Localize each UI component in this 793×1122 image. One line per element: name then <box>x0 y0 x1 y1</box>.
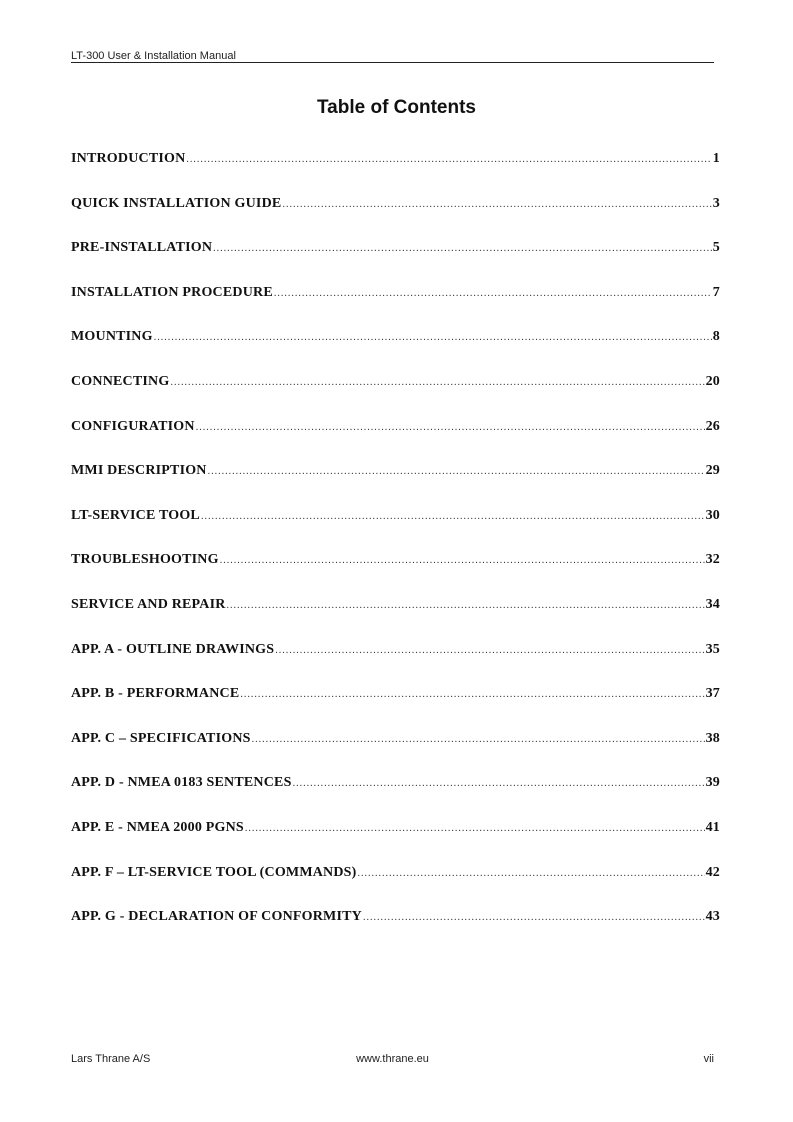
toc-entry-installation-procedure[interactable] <box>71 283 720 328</box>
running-footer <box>71 1052 714 1066</box>
toc-entry-page: 7 <box>712 284 720 300</box>
dot-leader <box>196 418 705 438</box>
dot-leader <box>227 596 705 616</box>
toc-list <box>71 149 720 952</box>
dot-leader <box>293 774 705 794</box>
toc-entry-connecting[interactable] <box>71 372 720 417</box>
dot-leader <box>240 685 704 705</box>
toc-entry-page: 20 <box>705 373 720 389</box>
toc-entry-mounting[interactable] <box>71 327 720 372</box>
toc-entry-page: 34 <box>705 596 720 612</box>
toc-entry-page: 5 <box>712 240 720 256</box>
toc-entry-label: MMI DESCRIPTION <box>71 463 207 479</box>
dot-leader <box>208 462 705 482</box>
toc-entry-page: 3 <box>712 195 720 211</box>
toc-entry-page: 38 <box>705 730 720 746</box>
toc-entry-page: 37 <box>705 686 720 702</box>
dot-leader <box>245 819 705 839</box>
toc-entry-label: APP. A - OUTLINE DRAWINGS <box>71 641 275 657</box>
toc-entry-label: APP. F – LT-SERVICE TOOL (COMMANDS) <box>71 864 357 880</box>
toc-entry-app-d-nmea-0183-sentences[interactable] <box>71 773 720 818</box>
toc-entry-page: 41 <box>705 819 720 835</box>
toc-entry-pre-installation[interactable] <box>71 238 720 283</box>
toc-entry-page: 30 <box>705 507 720 523</box>
toc-entry-app-a-outline-drawings[interactable] <box>71 640 720 685</box>
toc-entry-label: APP. B - PERFORMANCE <box>71 686 240 702</box>
dot-leader <box>220 551 705 571</box>
dot-leader <box>186 150 711 170</box>
toc-entry-label: APP. C – SPECIFICATIONS <box>71 730 251 746</box>
dot-leader <box>154 328 712 348</box>
toc-entry-page: 35 <box>705 641 720 657</box>
toc-entry-page: 39 <box>705 775 720 791</box>
running-header <box>71 48 714 63</box>
toc-entry-troubleshooting[interactable] <box>71 550 720 595</box>
dot-leader <box>358 864 705 884</box>
toc-entry-label: APP. E - NMEA 2000 PGNS <box>71 819 244 835</box>
header-title: LT-300 User & Installation Manual <box>71 50 236 62</box>
toc-entry-label: QUICK INSTALLATION GUIDE <box>71 195 282 211</box>
toc-entry-quick-installation-guide[interactable] <box>71 194 720 239</box>
toc-entry-label: INTRODUCTION <box>71 151 186 166</box>
toc-entry-label: TROUBLESHOOTING <box>71 552 219 568</box>
toc-entry-label: LT-SERVICE TOOL <box>71 507 200 523</box>
toc-entry-label: PRE-INSTALLATION <box>71 240 213 256</box>
footer-page-number: vii <box>703 1053 714 1065</box>
dot-leader <box>252 730 705 750</box>
footer-website: www.thrane.eu <box>356 1053 429 1065</box>
toc-entry-label: INSTALLATION PROCEDURE <box>71 284 273 300</box>
toc-entry-page: 26 <box>705 418 720 434</box>
toc-entry-page: 1 <box>712 151 720 166</box>
toc-entry-app-c-specifications[interactable] <box>71 729 720 774</box>
toc-entry-page: 8 <box>712 329 720 345</box>
toc-entry-mmi-description[interactable] <box>71 461 720 506</box>
toc-entry-label: MOUNTING <box>71 329 153 345</box>
dot-leader <box>363 908 705 928</box>
toc-entry-app-f-lt-service-tool-commands[interactable] <box>71 863 720 908</box>
toc-entry-page: 29 <box>705 463 720 479</box>
dot-leader <box>274 284 712 304</box>
toc-entry-configuration[interactable] <box>71 417 720 462</box>
dot-leader <box>201 507 705 527</box>
toc-entry-label: APP. G - DECLARATION OF CONFORMITY <box>71 909 362 925</box>
dot-leader <box>213 239 712 259</box>
toc-entry-app-b-performance[interactable] <box>71 684 720 729</box>
toc-entry-app-e-nmea-2000-pgns[interactable] <box>71 818 720 863</box>
toc-entry-page: 42 <box>705 864 720 880</box>
toc-entry-label: CONNECTING <box>71 373 170 389</box>
dot-leader <box>275 641 704 661</box>
toc-entry-label: APP. D - NMEA 0183 SENTENCES <box>71 775 292 791</box>
toc-entry-service-and-repair[interactable] <box>71 595 720 640</box>
toc-entry-label: CONFIGURATION <box>71 418 195 434</box>
toc-entry-lt-service-tool[interactable] <box>71 506 720 551</box>
toc-title: Table of Contents <box>316 97 477 118</box>
footer-company: Lars Thrane A/S <box>71 1053 151 1065</box>
toc-entry-introduction[interactable] <box>71 149 720 194</box>
toc-entry-page: 32 <box>705 552 720 568</box>
toc-entry-page: 43 <box>705 909 720 925</box>
dot-leader <box>282 195 711 215</box>
toc-entry-app-g-declaration-of-conformity[interactable] <box>71 907 720 952</box>
toc-entry-label: SERVICE AND REPAIR <box>71 596 226 612</box>
dot-leader <box>170 373 704 393</box>
